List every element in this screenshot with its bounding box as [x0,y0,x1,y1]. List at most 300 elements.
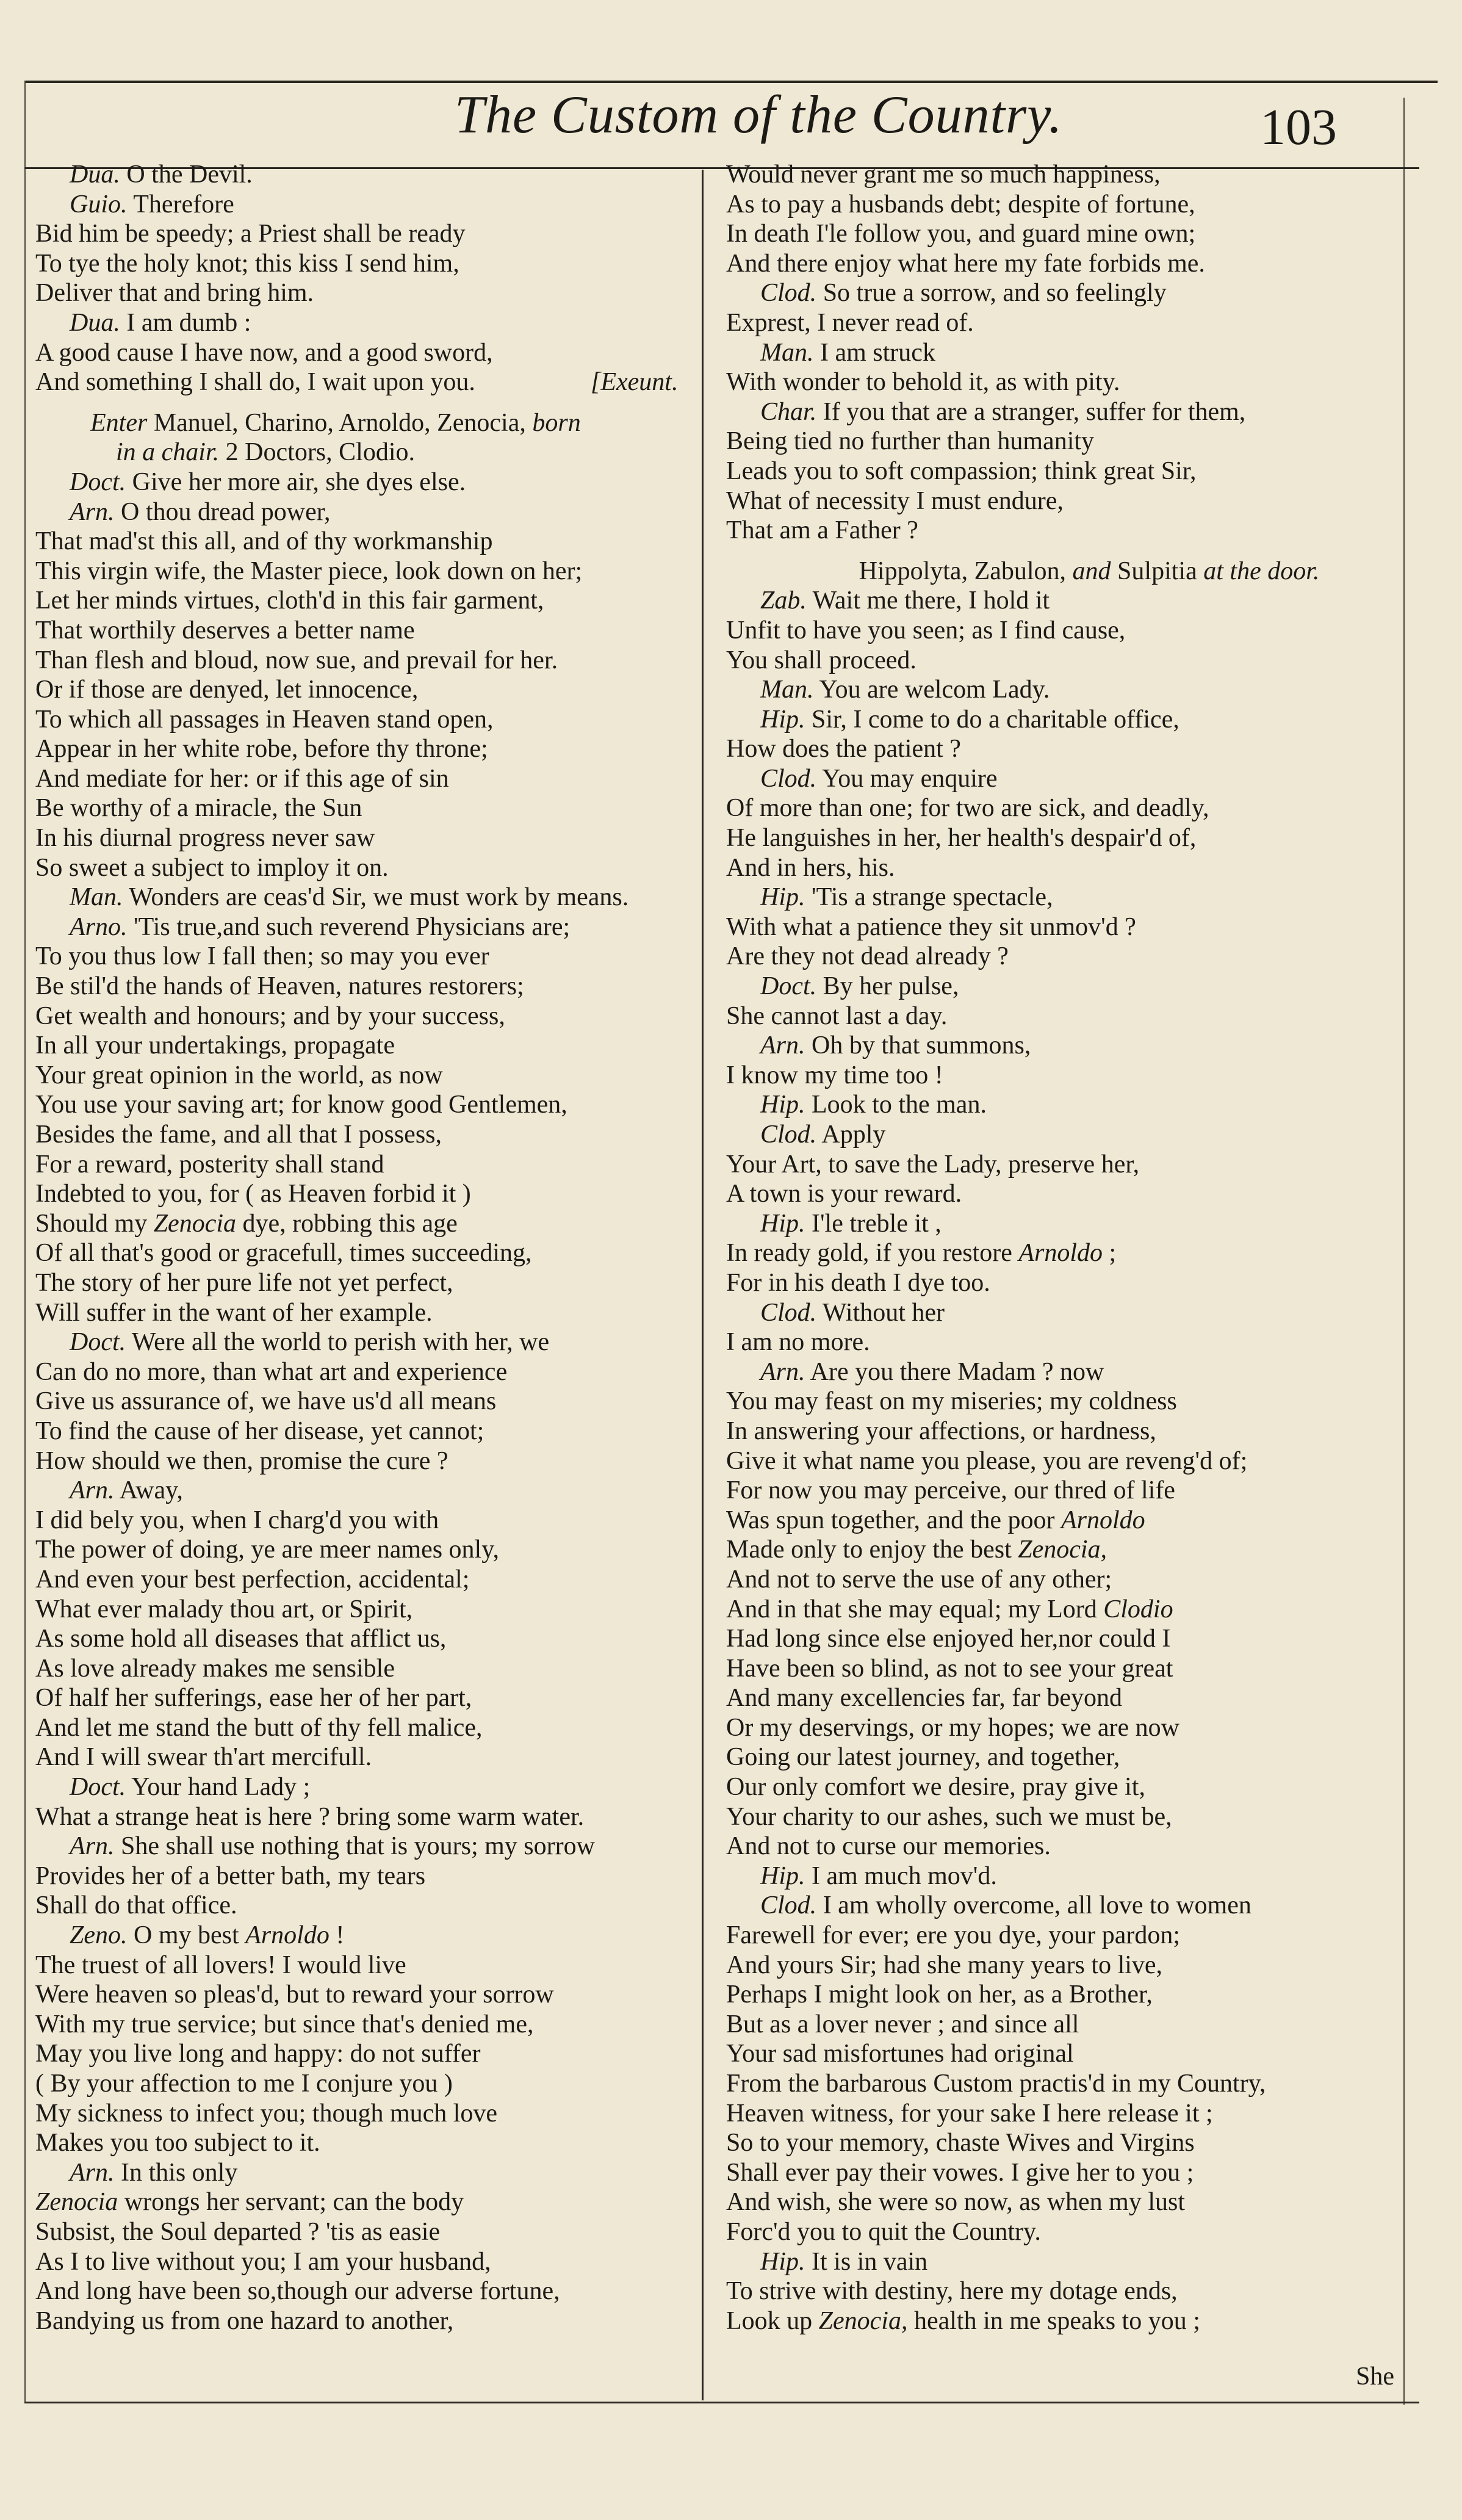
verse-line [726,1832,1397,1861]
speaker-name: Guio. [70,190,128,218]
verse-line [726,1742,1397,1772]
verse-text: And not to serve the use of any other; [726,1565,1112,1594]
verse-line [35,249,700,279]
verse-line [35,1061,700,1091]
speech-text: Your hand Lady ; [126,1773,311,1802]
italic-name: Arnoldo [1060,1506,1145,1534]
verse-text: Forc'd you to quit the Country. [726,2217,1041,2246]
verse-line [35,1179,700,1209]
italic-name: Zenocia [35,2188,118,2217]
verse-line [726,1595,1397,1625]
speaker-name: Dua. [70,161,120,189]
speech-text: Therefore [127,190,234,218]
verse-line [35,1535,700,1565]
verse-text: Get wealth and honours; and by your success, [35,1002,505,1030]
verse-text: Makes you too subject to it. [35,2129,320,2157]
verse-line [35,734,700,764]
speech-line [726,1891,1397,1921]
verse-text: dye, robbing this age [236,1209,458,1238]
speech-line [726,338,1397,368]
verse-line [35,1150,700,1180]
verse-line [35,675,700,705]
verse-text: And there enjoy what here my fate forbids me. [726,249,1205,278]
verse-line [726,190,1397,220]
page-number: 103 [1260,99,1337,156]
verse-line [726,2128,1397,2158]
speaker-name: Dua. [70,308,120,337]
verse-line [726,1951,1397,1980]
italic-name: Zenocia, [1018,1536,1107,1564]
speech-line [726,586,1397,616]
verse-text: Be stil'd the hands of Heaven, natures restorers; [35,972,524,1001]
verse-text: Than flesh and bloud, now sue, and prevail for her. [35,646,558,674]
speech-line [35,1921,700,1951]
verse-text: For in his death I dye too. [726,1268,990,1297]
verse-line [726,427,1397,457]
verse-text: Your great opinion in the world, as now [35,1061,443,1089]
verse-text: Made only to enjoy the best [726,1536,1018,1564]
speech-text: I am wholly overcome, all love to women [816,1891,1251,1920]
speech-line [726,1298,1397,1328]
speech-line [35,190,700,220]
speech-line [726,1090,1397,1120]
speech-text: Away, [114,1476,183,1505]
verse-text: For now you may perceive, our thred of life [726,1476,1175,1505]
verse-text: To you thus low I fall then; so may you ever [35,942,489,971]
speech-text: Apply [816,1121,886,1149]
speech-text: So true a sorrow, and so feelingly [816,279,1167,308]
verse-line [726,1002,1397,1031]
speech-line [726,883,1397,912]
verse-text: And let me stand the butt of thy fell malice, [35,1713,483,1742]
speech-line [35,160,700,190]
speaker-name: Char. [760,397,817,426]
verse-line [726,1150,1397,1180]
verse-line [726,1535,1397,1565]
verse-line [35,1387,700,1417]
stage-direction-italic: at the door. [1203,557,1320,585]
verse-line [726,646,1397,676]
verse-line [35,1980,700,2010]
verse-line [35,646,700,676]
verse-text: He languishes in her, her health's despair'd of, [726,824,1197,853]
verse-text: Can do no more, than what art and experience [35,1357,508,1386]
verse-text: With my true service; but since that's denied me, [35,2010,534,2038]
speaker-name: Arn. [70,2158,115,2187]
verse-line [726,2217,1397,2247]
verse-line [726,1802,1397,1832]
column-divider [702,170,704,2400]
verse-text: Of half her sufferings, ease her of her part, [35,1684,472,1713]
verse-line [726,2187,1397,2217]
verse-text: How does the patient ? [726,735,961,764]
verse-text: Bid him be speedy; a Priest shall be ready [35,220,466,248]
stage-direction [35,438,700,468]
verse-text: Will suffer in the want of her example. [35,1298,433,1327]
verse-line [726,2276,1397,2306]
speech-text: O my best [127,1921,246,1950]
verse-text: Had long since else enjoyed her,nor could I [726,1625,1171,1653]
verse-text: Give us assurance of, we have us'd all means [35,1387,497,1416]
speaker-name: Clod. [760,1891,817,1920]
italic-name: Arnoldo [1018,1239,1103,1268]
stage-direction-italic: in a chair. [116,438,226,467]
stage-direction-italic: and [1072,557,1111,585]
verse-text: Our only comfort we desire, pray give it, [726,1773,1145,1802]
speech-line [35,497,700,527]
verse-line [726,1327,1397,1357]
verse-text: From the barbarous Custom practis'd in my Country, [726,2070,1266,2098]
speaker-name: Hip. [760,883,805,912]
verse-line [726,1238,1397,1268]
speaker-name: Hip. [760,1861,805,1890]
verse-text: Let her minds virtues, cloth'd in this fair garment, [35,587,544,615]
verse-text: The story of her pure life not yet perfect, [35,1268,453,1297]
verse-line [35,367,700,397]
speech-line [726,1357,1397,1387]
verse-line [35,764,700,794]
speaker-name: Man. [760,338,814,367]
verse-line [35,219,700,249]
verse-line [35,338,700,368]
speaker-name: Doct. [70,1328,126,1357]
verse-line [35,278,700,308]
verse-text: health in me speaks to you ; [907,2306,1200,2335]
verse-text: ( By your affection to me I conjure you ) [35,2070,453,2098]
speaker-name: Hip. [760,2247,805,2276]
verse-line [35,2217,700,2247]
verse-line [35,2276,700,2306]
verse-text: Deliver that and bring him. [35,279,314,308]
verse-text: Appear in her white robe, before thy throne; [35,735,488,764]
verse-line [35,823,700,853]
verse-line [726,160,1397,190]
verse-text: And I will swear th'art mercifull. [35,1743,372,1772]
verse-line [35,853,700,883]
speech-text: I am much mov'd. [805,1861,997,1890]
verse-text: So to your memory, chaste Wives and Virgins [726,2129,1195,2157]
verse-line [726,1506,1397,1536]
verse-text: So sweet a subject to imploy it on. [35,853,389,882]
verse-line [726,1921,1397,1951]
verse-line [35,1742,700,1772]
verse-text: Your charity to our ashes, such we must be, [726,1802,1172,1831]
verse-text: Subsist, the Soul departed ? 'tis as easie [35,2217,441,2246]
verse-text: And not to curse our memories. [726,1832,1051,1861]
verse-line [35,616,700,646]
verse-line [35,1002,700,1031]
speech-line [726,2247,1397,2277]
verse-text: As some hold all diseases that afflict us, [35,1625,447,1653]
speaker-name: Clod. [760,1121,817,1149]
verse-line [35,1268,700,1298]
verse-text: ; [1103,1239,1117,1268]
speech-text: She shall use nothing that is yours; my sorrow [114,1832,595,1861]
verse-text: Give it what name you please, you are reveng'd of; [726,1446,1248,1475]
speaker-name: Man. [760,676,814,704]
verse-text: Or my deservings, or my hopes; we are now [726,1713,1179,1742]
verse-line [726,2069,1397,2099]
verse-line [35,1209,700,1239]
verse-line [35,2128,700,2158]
speech-text: It is in vain [805,2247,928,2276]
speaker-name: Hip. [760,1091,805,1119]
verse-text: Farewell for ever; ere you dye, your pardon; [726,1921,1181,1950]
speaker-name: Arn. [760,1357,805,1386]
verse-text: Provides her of a better bath, my tears [35,1861,426,1890]
verse-line [35,705,700,735]
catchword: She [1356,2363,1394,2391]
verse-line [35,1417,700,1446]
verse-text: You shall proceed. [726,646,916,674]
speech-line [726,1861,1397,1891]
verse-text: To find the cause of her disease, yet cannot; [35,1417,484,1445]
verse-line [726,249,1397,279]
speech-line [726,675,1397,705]
verse-line [726,734,1397,764]
stage-direction [35,408,700,438]
speech-text: Wait me there, I hold it [806,587,1050,615]
speaker-name: Clod. [760,1298,817,1327]
verse-text: wrongs her servant; can the body [118,2188,464,2217]
stage-direction-italic: born [532,408,581,437]
verse-line [35,1713,700,1743]
verse-text: As I to live without you; I am your husband, [35,2247,491,2276]
verse-text: That am a Father ? [726,516,918,545]
verse-line [726,219,1397,249]
verse-text: To tye the holy knot; this kiss I send him, [35,249,459,278]
verse-text: Of all that's good or gracefull, times succeeding, [35,1239,532,1268]
verse-text: How should we then, promise the cure ? [35,1446,448,1475]
speech-text: I am dumb : [120,308,251,337]
verse-text: Your sad misfortunes had original [726,2040,1074,2068]
verse-line [726,1683,1397,1713]
verse-text: Besides the fame, and all that I possess, [35,1121,442,1149]
speech-line [35,2158,700,2188]
top-rule [24,81,1438,83]
verse-line [35,1565,700,1595]
verse-line [35,942,700,972]
verse-text: And mediate for her: or if this age of sin [35,764,449,793]
verse-text: As to pay a husbands debt; despite of fortune, [726,190,1195,218]
verse-line [726,457,1397,486]
verse-line [726,1713,1397,1743]
verse-line [726,1417,1397,1446]
speech-line [726,972,1397,1002]
italic-name: Arnoldo [245,1921,329,1950]
italic-name: Zenocia, [818,2306,908,2335]
speech-text: Sir, I come to do a charitable office, [805,705,1179,734]
verse-line [726,516,1397,546]
speech-line [726,1209,1397,1239]
verse-line [726,1980,1397,2010]
verse-line [726,367,1397,397]
speech-line [726,1031,1397,1061]
speech-text: If you that are a stranger, suffer for them, [816,397,1246,426]
verse-text: Shall do that office. [35,1891,237,1920]
verse-text: The power of doing, ye are meer names only, [35,1536,499,1564]
bottom-rule [24,2402,1419,2403]
verse-text: Have been so blind, as not to see your great [726,1654,1173,1683]
verse-line [726,2039,1397,2069]
verse-line [726,793,1397,823]
verse-line [35,586,700,616]
speaker-name: Doct. [760,972,817,1001]
verse-text: And long have been so,though our adverse fortune, [35,2277,560,2306]
verse-line [35,557,700,587]
verse-line [726,1268,1397,1298]
right-frame-rule [1403,98,1405,2405]
verse-text: And even your best perfection, accidental; [35,1565,470,1594]
verse-line [726,1387,1397,1417]
verse-text: You use your saving art; for know good Gentlemen, [35,1091,567,1119]
speech-line [35,912,700,942]
italic-name: Zenocia [153,1209,237,1238]
verse-line [726,1565,1397,1595]
speech-line [726,278,1397,308]
speech-text: 'Tis a strange spectacle, [805,883,1053,912]
verse-text: Be worthy of a miracle, the Sun [35,794,362,823]
verse-line [726,616,1397,646]
verse-text: May you live long and happy: do not suffer [35,2040,481,2068]
italic-name: Clodio [1103,1595,1173,1623]
verse-line [726,1446,1397,1476]
speech-line [726,1120,1397,1150]
verse-line [35,1031,700,1061]
verse-line [35,1624,700,1654]
verse-text: My sickness to infect you; though much love [35,2099,498,2128]
verse-text: She cannot last a day. [726,1002,948,1030]
verse-text: What ever malady thou art, or Spirit, [35,1595,413,1623]
verse-line [726,853,1397,883]
verse-line [35,2069,700,2099]
verse-line [35,2099,700,2129]
stage-direction-names: Manuel, Charino, Arnoldo, Zenocia, [153,408,533,437]
verse-text: Being tied no further than humanity [726,427,1095,456]
speech-text: Oh by that summons, [805,1031,1031,1060]
verse-text: This virgin wife, the Master piece, look down on her; [35,557,583,585]
stage-direction-italic: Enter [90,408,154,437]
speaker-name: Man. [70,883,123,912]
verse-line [35,972,700,1002]
verse-text: Shall ever pay their vowes. I give her to you ; [726,2158,1194,2187]
speech-line [35,1832,700,1861]
verse-text: I am no more. [726,1328,870,1357]
verse-line [726,1772,1397,1802]
speech-text: Were all the world to perish with her, we [126,1328,550,1357]
verse-text: Bandying us from one hazard to another, [35,2306,454,2335]
verse-text: And in that she may equal; my Lord [726,1595,1104,1623]
verse-line [726,823,1397,853]
stage-direction-names: Hippolyta, Zabulon, [859,557,1073,585]
verse-text: And something I shall do, I wait upon you. [35,368,475,397]
verse-line [35,527,700,557]
speech-line [35,1476,700,1506]
exit-direction: [Exeunt. [591,368,679,397]
verse-line [726,486,1397,516]
verse-line [35,1446,700,1476]
verse-text: And many excellencies far, far beyond [726,1684,1123,1713]
verse-line [726,2010,1397,2040]
verse-line [35,1090,700,1120]
verse-line [726,942,1397,972]
verse-text: Heaven witness, for your sake I here release it ; [726,2099,1213,2128]
verse-text: I know my time too ! [726,1061,943,1089]
verse-text: And wish, she were so now, as when my lust [726,2188,1186,2217]
speech-text: You are welcom Lady. [813,676,1050,704]
verse-text: In death I'le follow you, and guard mine own; [726,220,1196,248]
stage-direction-names: 2 Doctors, Clodio. [225,438,415,467]
verse-text: But as a lover never ; and since all [726,2010,1079,2038]
verse-text: To which all passages in Heaven stand open, [35,705,494,734]
verse-text: Leads you to soft compassion; think great Sir, [726,457,1197,485]
speaker-name: Doct. [70,468,126,496]
verse-line [35,2187,700,2217]
speech-text: ! [329,1921,345,1950]
speech-line [726,764,1397,794]
verse-line [35,1506,700,1536]
verse-text: Was spun together, and the poor [726,1506,1061,1534]
verse-line [35,2247,700,2277]
verse-line [726,2099,1397,2129]
verse-text: Look up [726,2306,819,2335]
verse-text: What a strange heat is here ? bring some warm water. [35,1802,585,1831]
speaker-name: Clod. [760,279,817,308]
verse-text: That mad'st this all, and of thy workmanship [35,527,493,556]
verse-text: Perhaps I might look on her, as a Brother, [726,1980,1153,2009]
speech-text: In this only [114,2158,238,2187]
verse-line [726,1061,1397,1091]
verse-line [726,1476,1397,1506]
left-column [35,160,700,2336]
verse-text: You may feast on my miseries; my coldness [726,1387,1177,1416]
verse-text: That worthily deserves a better name [35,616,415,644]
verse-line [35,1238,700,1268]
speaker-name: Arn. [70,1832,115,1861]
speech-text: I'le treble it , [805,1209,942,1238]
speaker-name: Clod. [760,764,817,793]
verse-text: What of necessity I must endure, [726,486,1064,515]
verse-line [35,2039,700,2069]
verse-text: In all your undertakings, propagate [35,1031,395,1060]
verse-line [35,1357,700,1387]
stage-direction-names: Sulpitia [1111,557,1204,585]
speech-line [35,468,700,497]
verse-line [35,2306,700,2336]
verse-line [35,2010,700,2040]
speaker-name: Doct. [70,1773,126,1802]
verse-text: The truest of all lovers! I would live [35,1951,406,1979]
right-column [726,160,1397,2336]
verse-text: As love already makes me sensible [35,1654,395,1683]
verse-text: Your Art, to save the Lady, preserve her, [726,1150,1140,1179]
speaker-name: Arn. [70,1476,115,1505]
speech-line [726,397,1397,427]
verse-text: Are they not dead already ? [726,942,1009,971]
verse-line [35,1654,700,1684]
speech-text: I am struck [813,338,935,367]
verse-line [35,1683,700,1713]
verse-text: For a reward, posterity shall stand [35,1150,384,1179]
verse-line [35,1861,700,1891]
verse-line [35,1298,700,1328]
verse-text: I did bely you, when I charg'd you with [35,1506,439,1534]
verse-text: Should my [35,1209,154,1238]
speech-text: Wonders are ceas'd Sir, we must work by means. [123,883,629,912]
speech-text: Give her more air, she dyes else. [126,468,466,496]
speaker-name: Zab. [760,587,807,615]
speech-line [35,1772,700,1802]
